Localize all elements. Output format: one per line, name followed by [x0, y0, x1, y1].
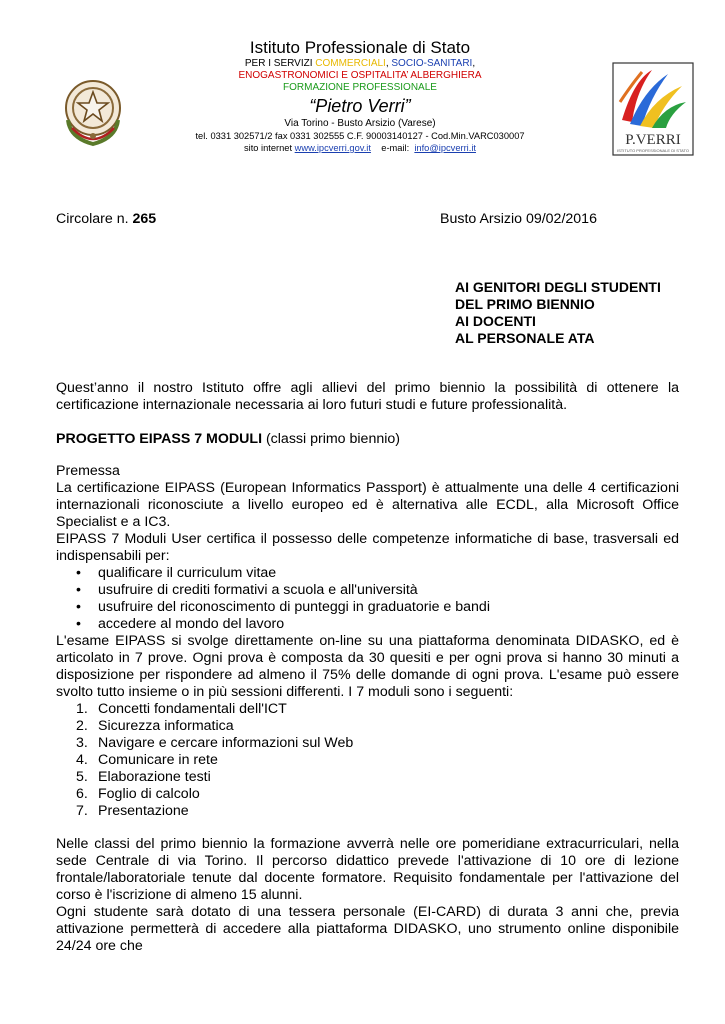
email-label: e-mail:	[370, 143, 415, 153]
school-address: Via Torino - Busto Arsizio (Varese)	[284, 118, 436, 129]
services-commerciali: COMMERCIALI	[315, 58, 386, 69]
recipient-line: DEL PRIMO BIENNIO	[455, 296, 595, 312]
recipient-line: AI DOCENTI	[455, 313, 536, 329]
intro-paragraph: Quest’anno il nostro Istituto offre agli allievi del primo biennio la possibilità di ottenere la certificazione internazionale necessaria ai loro futuri studi e future professionalità.	[56, 380, 679, 413]
list-item	[56, 786, 679, 803]
module-label: Concetti fondamentali dell'ICT	[98, 701, 287, 717]
services-socio: SOCIO-SANITARI	[391, 58, 473, 69]
module-number: 2.	[76, 718, 88, 734]
module-label: Comunicare in rete	[98, 752, 218, 768]
logo-text: P.VERRI	[625, 132, 681, 148]
module-number: 5.	[76, 769, 88, 785]
letterhead	[160, 38, 560, 154]
site-label: sito internet	[244, 143, 295, 153]
circolare-label: Circolare n.	[56, 211, 133, 227]
email-link[interactable]: info@ipcverri.it	[414, 143, 476, 153]
card-paragraph: Ogni studente sarà dotato di una tessera personale (EI-CARD) di durata 3 anni che, previa attivazione permetterà di accedere alla piattaforma DIDASKO, uno strumento online disponibile 24/24 ore che	[56, 904, 679, 954]
services-formazione: FORMAZIONE PROFESSIONALE	[283, 82, 437, 93]
list-item: • usufruire del riconoscimento di punteggi in graduatorie e bandi	[56, 599, 679, 616]
list-item	[56, 803, 679, 820]
site-link[interactable]: www.ipcverri.gov.it	[294, 143, 371, 153]
module-label: Presentazione	[98, 803, 189, 819]
list-item	[56, 735, 679, 752]
module-number: 3.	[76, 735, 88, 751]
modules-list	[56, 701, 679, 820]
module-label: Sicurezza informatica	[98, 718, 234, 734]
services-line	[160, 58, 560, 70]
list-item	[56, 701, 679, 718]
benefits-list	[56, 565, 679, 633]
recipients	[455, 279, 661, 347]
list-item	[56, 752, 679, 769]
list-item	[56, 769, 679, 786]
module-number: 7.	[76, 803, 88, 819]
recipient-line: AI GENITORI DEGLI STUDENTI	[455, 279, 661, 295]
project-title	[56, 431, 400, 448]
exam-paragraph: L'esame EIPASS si svolge direttamente on-line su una piattaforma denominata DIDASKO, ed è articolato in 7 prove. Ogni prova è composta da 30 quesiti e per ogni prova si hanno 30 minuti a disposizione per rispondere ad almeno il 75% delle domande di ogni prova. L'esame può essere svolto tutto insieme o in più sessioni differenti. I 7 moduli sono i seguenti:	[56, 633, 679, 700]
school-logo	[612, 62, 694, 156]
module-label: Foglio di calcolo	[98, 786, 200, 802]
school-name: Istituto Professionale di Stato	[249, 38, 471, 57]
eipass-paragraph: EIPASS 7 Moduli User certifica il possesso delle competenze informatiche di base, trasversali ed indispensabili per:	[56, 531, 679, 564]
list-item: • qualificare il curriculum vitae	[56, 565, 679, 582]
module-number: 4.	[76, 752, 88, 768]
closing-section	[56, 836, 679, 955]
premessa-section	[56, 463, 679, 820]
school-motto: “Pietro Verri”	[309, 96, 411, 116]
project-subtitle: (classi primo biennio)	[262, 431, 400, 447]
list-item	[56, 718, 679, 735]
list-item: • accedere al mondo del lavoro	[56, 616, 679, 633]
premessa-heading: Premessa	[56, 463, 120, 479]
services-sep: ,	[385, 58, 392, 69]
project-name: PROGETTO EIPASS 7 MODULI	[56, 431, 263, 447]
services-suffix: ,	[472, 58, 476, 69]
module-label: Elaborazione testi	[98, 769, 211, 785]
school-contacts: tel. 0331 302571/2 fax 0331 302555 C.F. 90003140127 - Cod.Min.VARC030007	[195, 131, 525, 141]
classes-paragraph: Nelle classi del primo biennio la formazione avverrà nelle ore pomeridiane extracurriculari, nella sede Centrale di via Torino. Il percorso didattico prevede l'attivazione di 10 ore di lezione frontale/laboratoriale tenute dal docente formatore. Requisito fondamentale per l'attivazione del corso è l'iscrizione di almeno 15 alunni.	[56, 836, 679, 903]
republic-emblem-icon	[60, 72, 126, 152]
premessa-paragraph: La certificazione EIPASS (European Informatics Passport) è attualmente una delle 4 certificazioni internazionali riconosciute a livello europeo ed è alternativa alle ECDL, alla Microsoft Office Specialist e a IC3.	[56, 480, 679, 530]
recipient-line: AL PERSONALE ATA	[455, 330, 595, 346]
logo-subtext: ISTITUTO PROFESSIONALE DI STATO	[617, 148, 689, 153]
module-number: 1.	[76, 701, 88, 717]
school-web	[160, 142, 560, 154]
services-enogastronomici: ENOGASTRONOMICI E OSPITALITA’ ALBERGHIERA	[238, 70, 482, 81]
services-prefix: PER I SERVIZI	[244, 58, 316, 69]
module-number: 6.	[76, 786, 88, 802]
circolare-value: 265	[132, 211, 157, 227]
place-date: Busto Arsizio 09/02/2016	[440, 211, 597, 227]
module-label: Navigare e cercare informazioni sul Web	[98, 735, 354, 751]
list-item: • usufruire di crediti formativi a scuola e all'università	[56, 582, 679, 599]
circolare-number	[56, 211, 156, 228]
